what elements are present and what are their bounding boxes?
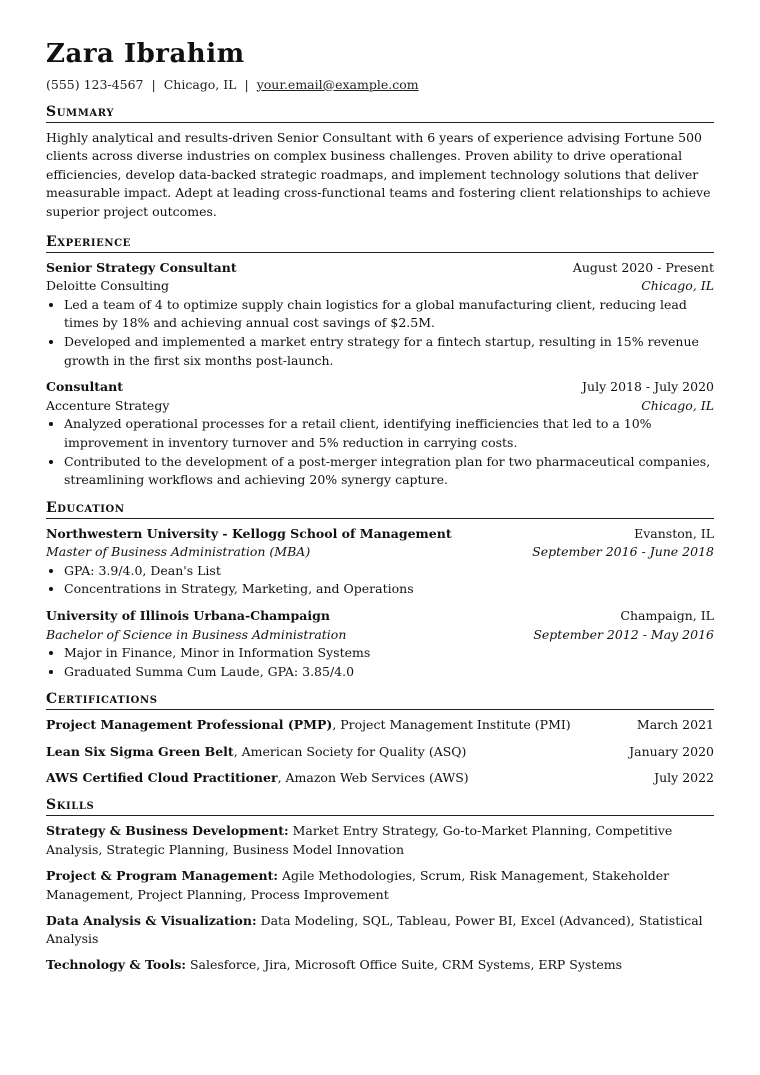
certification-name: Project Management Professional (PMP) (46, 717, 333, 733)
skill-item (46, 867, 714, 904)
education-heading: Education (46, 500, 714, 519)
skill-label: Technology & Tools: (46, 957, 186, 973)
contact-line (46, 77, 714, 92)
skills-heading: Skills (46, 797, 714, 816)
degree: Bachelor of Science in Business Administration (46, 626, 347, 642)
certification-name: Lean Six Sigma Green Belt (46, 743, 234, 759)
certification-item (46, 769, 714, 788)
phone-number: (555) 123-4567 (46, 76, 144, 92)
education-dates: September 2016 - June 2018 (532, 544, 714, 560)
skill-text: Market Entry Strategy, Go-to-Market Planning, Competitive Analysis, Strategic Planning, Business Model Innovation (46, 823, 673, 857)
summary-text: Highly analytical and results-driven Senior Consultant with 6 years of experience advising Fortune 500 clients across diverse industries on complex business challenges. Proven ability to drive operational efficiencies, develop data-backed strategic roadmaps, and implement technology solutions that deliver measurable impact. Adept at leading cross-functional teams and fostering client relationships to achieve superior project outcomes. (46, 129, 711, 219)
job-company: Deloitte Consulting (46, 278, 170, 294)
certification-date: July 2022 (654, 769, 714, 785)
certification-issuer: , Project Management Institute (PMI) (332, 717, 571, 733)
job-role: Senior Strategy Consultant (46, 259, 237, 275)
job-company: Accenture Strategy (46, 397, 170, 413)
bullet-item: • Major in Finance, Minor in Information Systems (64, 644, 714, 663)
bullet-item: • GPA: 3.9/4.0, Dean's List (64, 562, 714, 581)
skill-label: Data Analysis & Visualization: (46, 912, 257, 928)
bullet-item: • Graduated Summa Cum Laude, GPA: 3.85/4.0 (64, 663, 714, 682)
certification-item (46, 716, 714, 735)
certification-name: AWS Certified Cloud Practitioner (46, 769, 278, 785)
job-entry (46, 259, 714, 371)
skill-text: Data Modeling, SQL, Tableau, Power BI, Excel (Advanced), Statistical Analysis (46, 912, 703, 947)
certification-item (46, 743, 714, 762)
candidate-name: Zara Ibrahim (46, 39, 245, 69)
degree: Master of Business Administration (MBA) (46, 544, 311, 560)
bullet-item: • Concentrations in Strategy, Marketing, and Operations (64, 580, 714, 599)
skill-label: Strategy & Business Development: (46, 823, 289, 839)
experience-heading: Experience (46, 234, 714, 253)
job-dates: August 2020 - Present (572, 259, 714, 275)
bullet-item: • Analyzed operational processes for a retail client, identifying inefficiencies that led to a 10% improvement in inventory turnover and 5% reduction in carrying costs. (64, 415, 714, 452)
skill-item (46, 956, 714, 975)
skill-text: Salesforce, Jira, Microsoft Office Suite, CRM Systems, ERP Systems (185, 957, 623, 973)
job-bullets (46, 415, 714, 489)
contact-separator: | (151, 76, 156, 92)
skills-section (46, 797, 714, 975)
education-entry (46, 525, 714, 599)
education-section (46, 500, 714, 682)
contact-separator: | (244, 76, 249, 92)
skill-label: Project & Program Management: (46, 867, 278, 883)
skill-item (46, 912, 714, 949)
summary-heading: Summary (46, 104, 714, 123)
school-location: Evanston, IL (634, 525, 714, 541)
education-bullets (46, 644, 714, 681)
school-location: Champaign, IL (620, 608, 714, 624)
job-role: Consultant (46, 379, 123, 395)
job-entry (46, 378, 714, 490)
certification-date: March 2021 (636, 717, 714, 733)
bullet-item: • Developed and implemented a market entry strategy for a fintech startup, resulting in 15% revenue growth in the first six months post-launch. (64, 333, 714, 370)
bullet-item: • Led a team of 4 to optimize supply chain logistics for a global manufacturing client, reducing lead times by 18% and achieving annual cost savings of $2.5M. (64, 296, 714, 333)
education-entry (46, 607, 714, 681)
certifications-heading: Certifications (46, 691, 714, 710)
skill-text: Agile Methodologies, Scrum, Risk Management, Stakeholder Management, Project Planning, Process Improvement (46, 867, 670, 902)
experience-section (46, 234, 714, 490)
location: Chicago, IL (163, 76, 237, 92)
certification-issuer: , American Society for Quality (ASQ) (233, 743, 467, 759)
skill-item (46, 822, 714, 859)
job-dates: July 2018 - July 2020 (582, 379, 714, 395)
school-name: Northwestern University - Kellogg School of Management (46, 525, 452, 541)
school-name: University of Illinois Urbana-Champaign (46, 608, 330, 624)
email-link[interactable]: your.email@example.com (256, 76, 419, 92)
certifications-section (46, 691, 714, 787)
education-bullets (46, 562, 714, 599)
job-location: Chicago, IL (641, 397, 714, 413)
education-dates: September 2012 - May 2016 (533, 626, 714, 642)
certification-issuer: , Amazon Web Services (AWS) (277, 769, 469, 785)
job-bullets (46, 296, 714, 370)
bullet-item: • Contributed to the development of a post-merger integration plan for two pharmaceutical companies, streamlining workflows and achieving 20% synergy capture. (64, 453, 714, 490)
certification-date: January 2020 (629, 743, 714, 759)
job-location: Chicago, IL (641, 278, 714, 294)
